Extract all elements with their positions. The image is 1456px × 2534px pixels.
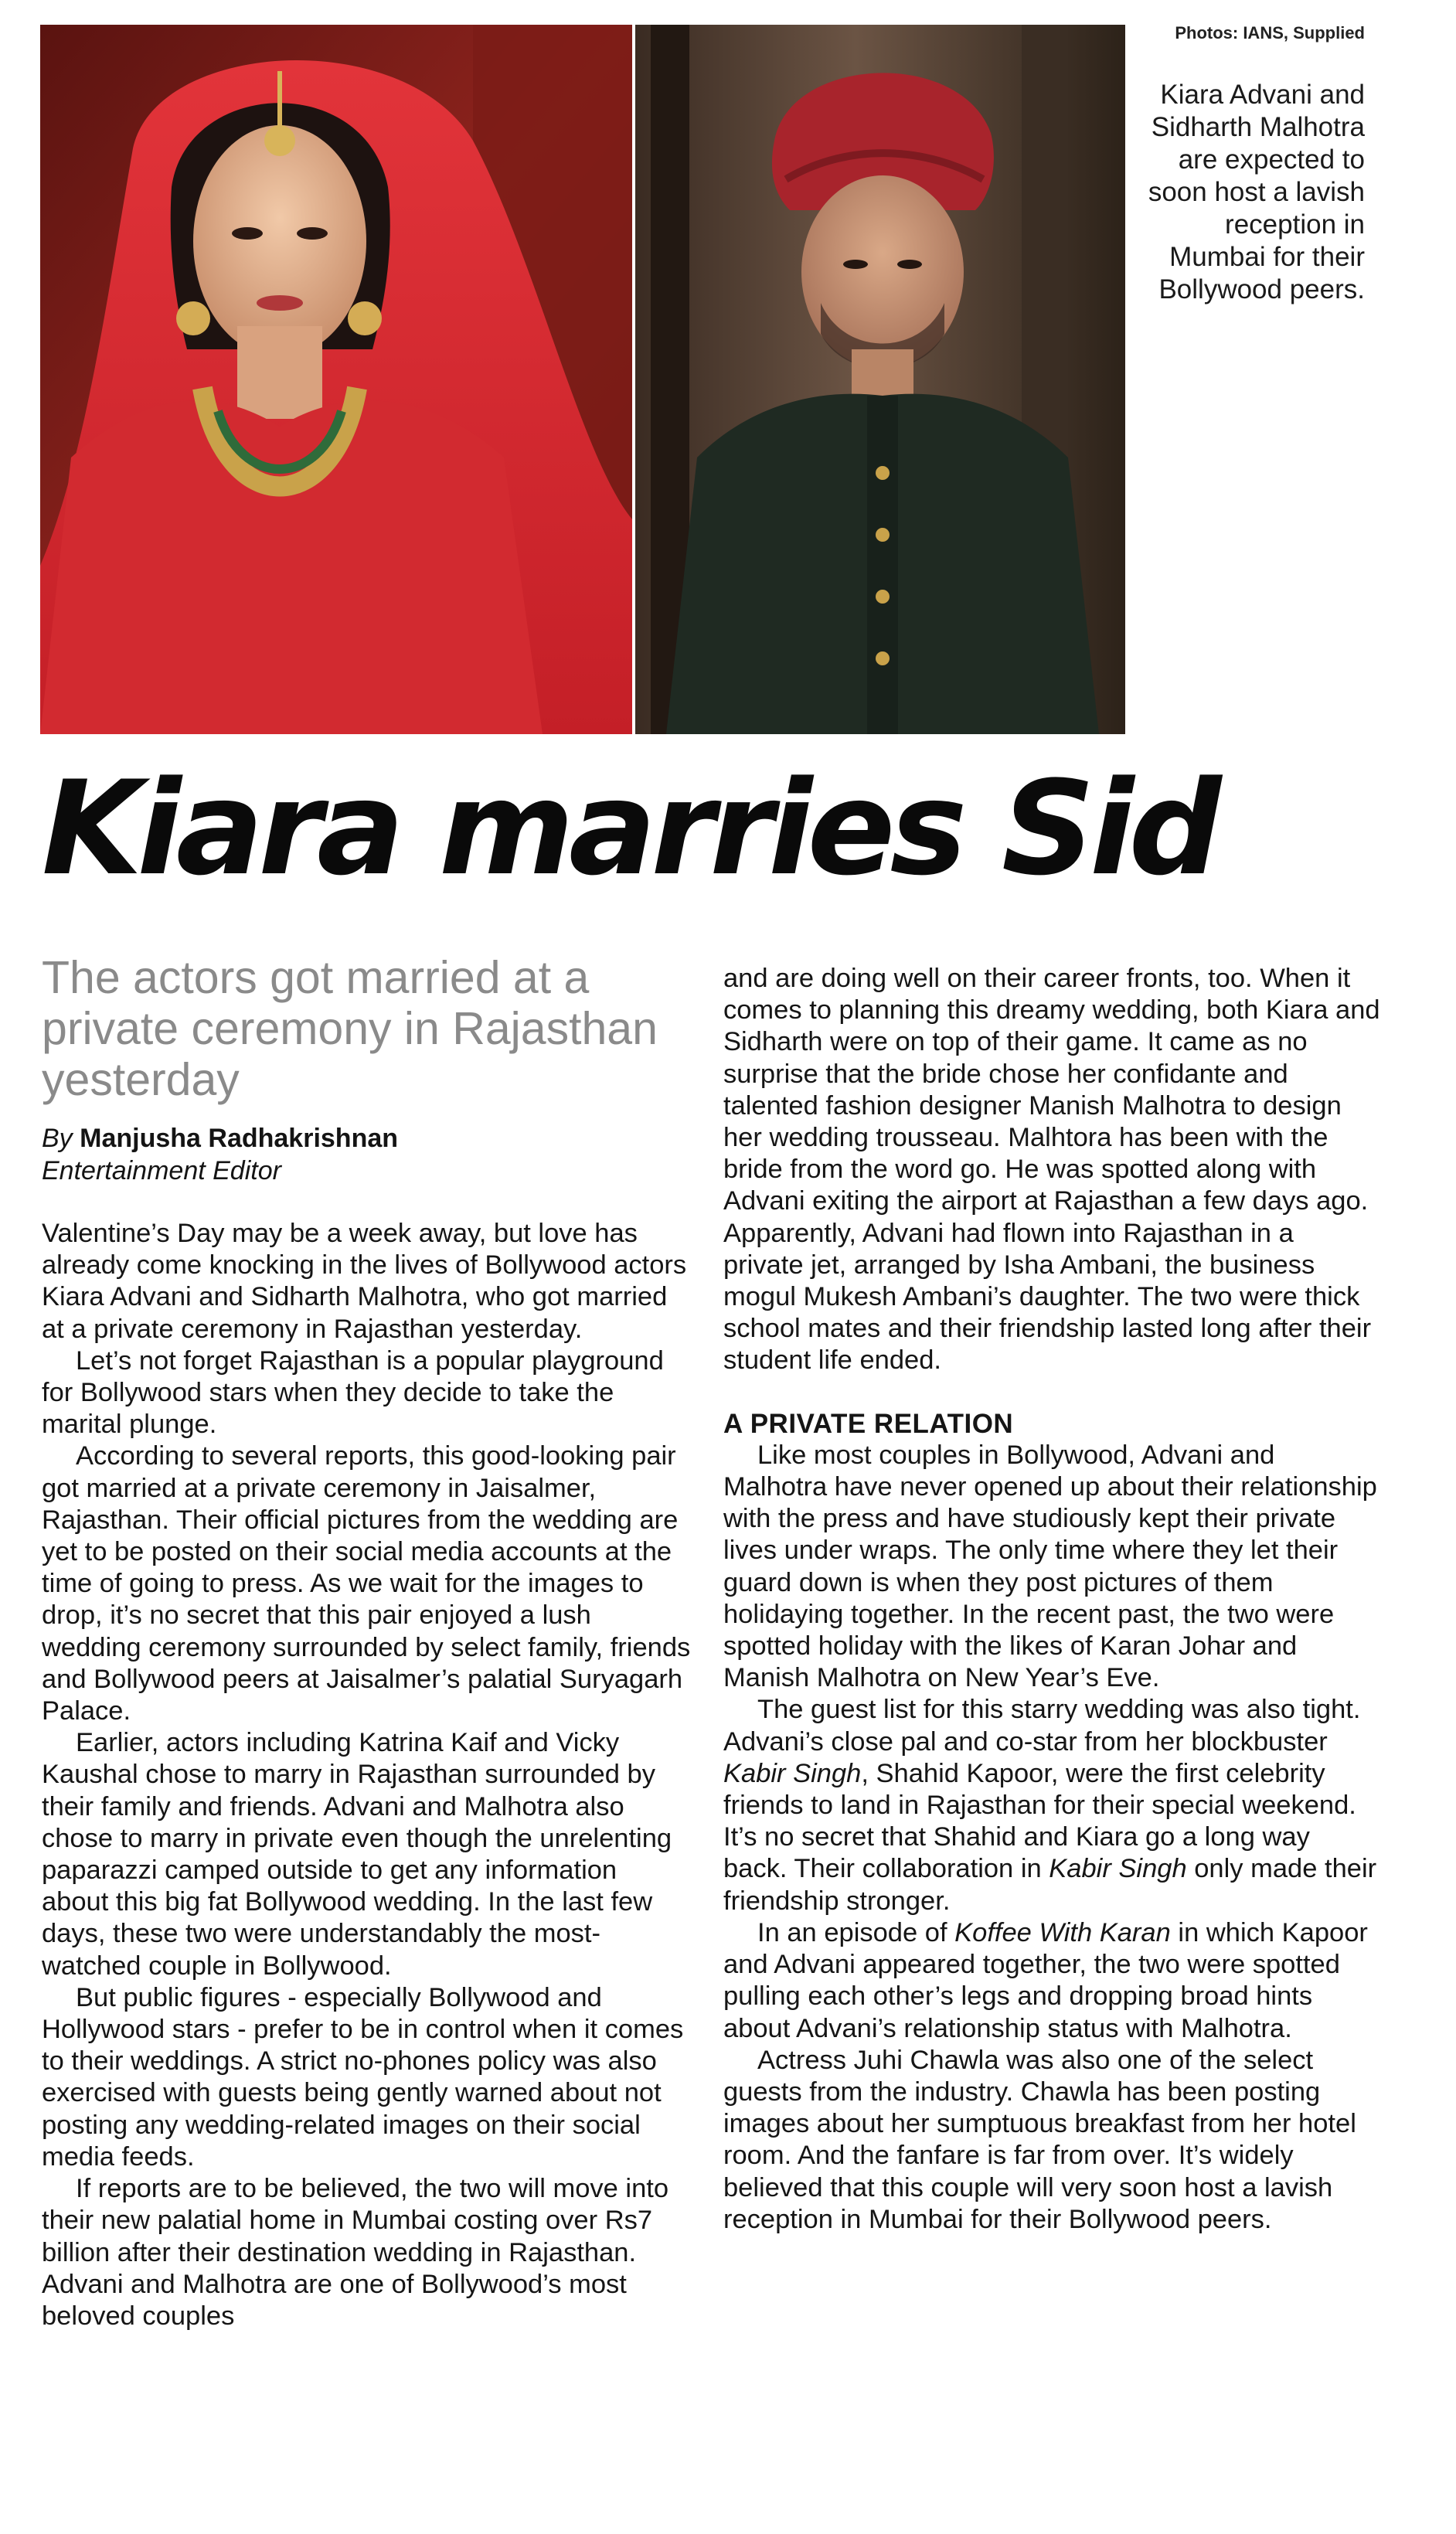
- body-paragraph: [723, 1917, 1380, 2045]
- body-paragraph: Let’s not forget Rajasthan is a popular playground for Bollywood stars when they decide to take the marital plunge.: [42, 1345, 664, 1440]
- text-run: In an episode of: [757, 1917, 947, 1947]
- film-title: Kabir Singh: [1049, 1854, 1187, 1884]
- text-run: only made their friendship stronger.: [723, 1854, 1377, 1916]
- deck: The actors got married at a private ceremony in Rajasthan yesterday: [42, 952, 658, 1105]
- body-paragraph: [723, 1694, 1380, 1917]
- byline-author: Manjusha Radhakrishnan: [80, 1124, 399, 1153]
- photo-groom: [635, 25, 1125, 734]
- headline: Kiara marries Sid: [42, 753, 1216, 904]
- byline-role: Entertainment Editor: [42, 1156, 281, 1185]
- body-paragraph: Valentine’s Day may be a week away, but love has already come knocking in the lives of Bollywood actors Kiara Advani and Sidharth Malhotra, who got married at a private ceremony in Rajasthan yesterday.: [42, 1219, 687, 1344]
- show-title: Koffee With Karan: [954, 1917, 1171, 1947]
- photo-credit: Photos: IANS, Supplied: [1175, 23, 1365, 43]
- text-run: The guest list for this starry wedding was also tight. Advani’s close pal and co-star from her blockbuster: [723, 1695, 1361, 1757]
- text-run: in which Kapoor and Advani appeared together, the two were spotted pulling each other’s legs and dropping broad hints about Advani’s relationship status with Malhotra.: [723, 1917, 1368, 2043]
- photo-bride: [40, 25, 632, 734]
- subheading: A PRIVATE RELATION: [723, 1408, 1014, 1439]
- body-paragraph: Actress Juhi Chawla was also one of the select guests from the industry. Chawla has been posting images about her sumptuous breakfast from her hotel room. And the fanfare is far from over. It’s widely believed that this couple will very soon host a lavish reception in Mumbai for their Bollywood peers.: [723, 2045, 1356, 2234]
- byline-prefix: By: [42, 1124, 73, 1153]
- body-paragraph: and are doing well on their career fronts, too. When it comes to planning this dreamy wedding, both Kiara and Sidharth were on top of their game. It came as no surprise that the bride chose her confidante and talented fashion designer Manish Malhotra to design her wedding trousseau. Malhtora has been with the bride from the word go. He was spotted along with Advani exiting the airport at Rajasthan a few days ago. Apparently, Advani had flown into Rajasthan in a private jet, arranged by Isha Ambani, the business mogul Mukesh Ambani’s daughter. The two were thick school mates and their friendship lasted long after their student life ended.: [723, 964, 1380, 1376]
- body-paragraph: Like most couples in Bollywood, Advani and Malhotra have never opened up about their relationship with the press and have studiously kept their private lives under wraps. The only time where they let their guard down is when they post pictures of them holidaying together. In the recent past, the two were spotted holiday with the likes of Karan Johar and Manish Malhotra on New Year’s Eve.: [723, 1440, 1377, 1693]
- article-column-right: [723, 963, 1380, 2236]
- article-column-left: [42, 1218, 691, 2332]
- body-paragraph: But public figures - especially Bollywood and Hollywood stars - prefer to be in control when it comes to their weddings. A strict no-phones policy was also exercised with guests being gently warned about not posting any wedding-related images on their social media feeds.: [42, 1982, 684, 2172]
- body-paragraph: According to several reports, this good-looking pair got married at a private ceremony in Jaisalmer, Rajasthan. Their official pictures from the wedding are yet to be posted on their social media accounts at the time of going to press. As we wait for the images to drop, it’s no secret that this pair enjoyed a lush wedding ceremony surrounded by select family, friends and Bollywood peers at Jaisalmer’s palatial Suryagarh Palace.: [42, 1441, 691, 1726]
- text-run: , Shahid Kapoor, were the first celebrity friends to land in Rajasthan for their special weekend. It’s no secret that Shahid and Kiara go a long way back. Their collaboration in: [723, 1758, 1356, 1884]
- film-title: Kabir Singh: [723, 1758, 862, 1788]
- body-paragraph: Earlier, actors including Katrina Kaif and Vicky Kaushal chose to marry in Rajasthan surrounded by their family and friends. Advani and Malhotra also chose to marry in private even though the unrelenting paparazzi camped outside to get any information about this big fat Bollywood wedding. In the last few days, these two were understandably the most-watched couple in Bollywood.: [42, 1728, 672, 1981]
- byline: [42, 1122, 683, 1187]
- body-paragraph: If reports are to be believed, the two will move into their new palatial home in Mumbai costing over Rs7 billion after their destination wedding in Rajasthan. Advani and Malhotra are one of Bollywood’s most beloved couples: [42, 2174, 669, 2331]
- photo-caption: Kiara Advani and Sidharth Malhotra are expected to soon host a lavish reception in Mumbai for their Bollywood peers.: [1148, 80, 1365, 304]
